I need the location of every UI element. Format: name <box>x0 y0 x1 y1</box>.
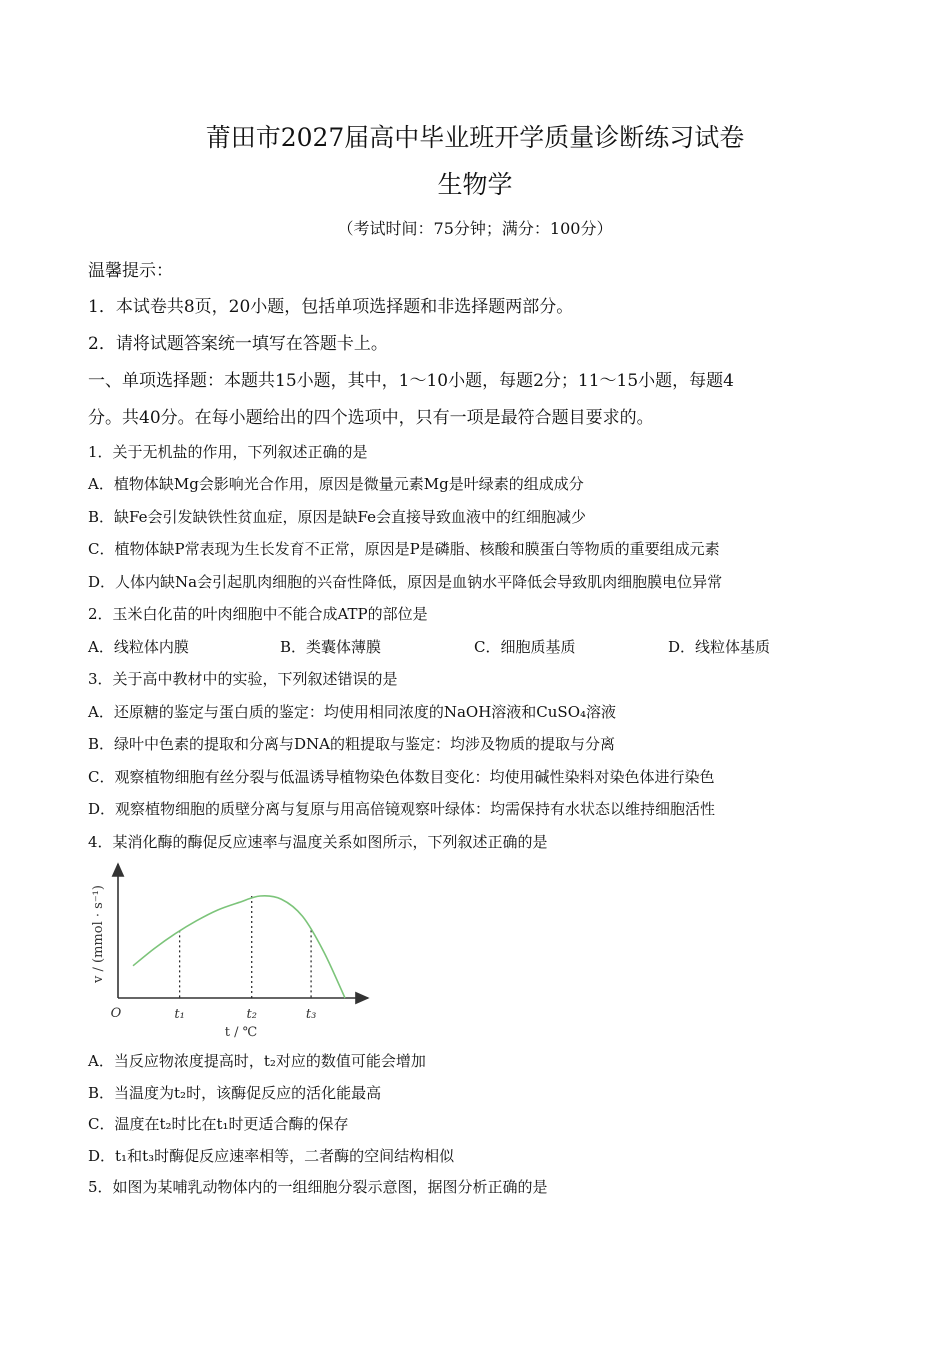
q2-option-b: B．类囊体薄膜 <box>280 638 382 656</box>
q4-option-a: A．当反应物浓度提高时，t₂对应的数值可能会增加 <box>88 1052 426 1070</box>
notice-heading: 温馨提示： <box>88 261 173 281</box>
q1-option-c: C．植物体缺P常表现为生长发育不正常，原因是P是磷脂、核酸和膜蛋白等物质的重要组成元素 <box>88 540 720 558</box>
q2-option-c: C．细胞质基质 <box>474 638 576 656</box>
rate-curve <box>133 896 345 998</box>
q4-stem: 4．某消化酶的酶促反应速率与温度关系如图所示，下列叙述正确的是 <box>88 833 548 851</box>
exam-info: （考试时间：75分钟；满分：100分） <box>337 219 613 238</box>
notice-item-2: 2．请将试题答案统一填写在答题卡上。 <box>88 334 388 354</box>
subject-title: 生物学 <box>437 170 513 199</box>
q1-option-a: A．植物体缺Mg会影响光合作用，原因是微量元素Mg是叶绿素的组成成分 <box>88 475 584 493</box>
q1-stem: 1．关于无机盐的作用，下列叙述正确的是 <box>88 443 368 461</box>
x-tick-label-3: t₃ <box>305 1007 317 1022</box>
q3-option-b: B．绿叶中色素的提取和分离与DNA的粗提取与鉴定：均涉及物质的提取与分离 <box>88 735 616 753</box>
q3-option-a: A．还原糖的鉴定与蛋白质的鉴定：均使用相同浓度的NaOH溶液和CuSO₄溶液 <box>88 703 617 721</box>
exam-title: 莆田市2027届高中毕业班开学质量诊断练习试卷 <box>205 123 745 152</box>
q1-option-b: B．缺Fe会引发缺铁性贫血症，原因是缺Fe会直接导致血液中的红细胞减少 <box>88 508 586 526</box>
notice-item-1: 1．本试卷共8页，20小题，包括单项选择题和非选择题两部分。 <box>88 297 574 317</box>
section-heading-line-2: 分。共40分。在每小题给出的四个选项中，只有一项是最符合题目要求的。 <box>88 408 654 428</box>
q2-option-d: D．线粒体基质 <box>668 638 771 656</box>
x-tick-label-1: t₁ <box>174 1007 185 1022</box>
q1-option-d: D．人体内缺Na会引起肌肉细胞的兴奋性降低，原因是血钠水平降低会导致肌肉细胞膜电位异常 <box>88 573 723 591</box>
q3-option-d: D．观察植物细胞的质壁分离与复原与用高倍镜观察叶绿体：均需保持有水状态以维持细胞活性 <box>88 800 716 818</box>
q5-stem: 5．如图为某哺乳动物体内的一组细胞分裂示意图，据图分析正确的是 <box>88 1178 548 1196</box>
origin-label: O <box>110 1006 122 1021</box>
section-heading-line-1: 一、单项选择题：本题共15小题，其中，1～10小题，每题2分；11～15小题，每题4 <box>88 371 734 391</box>
x-tick-label-2: t₂ <box>246 1007 257 1022</box>
q3-option-c: C．观察植物细胞有丝分裂与低温诱导植物染色体数目变化：均使用碱性染料对染色体进行染色 <box>88 768 715 786</box>
q4-option-d: D．t₁和t₃时酶促反应速率相等，二者酶的空间结构相似 <box>88 1147 455 1165</box>
q2-stem: 2．玉米白化苗的叶肉细胞中不能合成ATP的部位是 <box>88 605 428 623</box>
x-axis-label: t / ℃ <box>224 1025 258 1040</box>
q4-option-b: B．当温度为t₂时，该酶促反应的活化能最高 <box>88 1084 382 1102</box>
q4-option-c: C．温度在t₂时比在t₁时更适合酶的保存 <box>88 1115 349 1133</box>
q3-stem: 3．关于高中教材中的实验，下列叙述错误的是 <box>88 670 398 688</box>
q2-option-a: A．线粒体内膜 <box>88 638 189 656</box>
enzyme-rate-chart <box>88 852 388 1042</box>
y-axis-label: v / (mmol · s⁻¹) <box>91 885 106 983</box>
